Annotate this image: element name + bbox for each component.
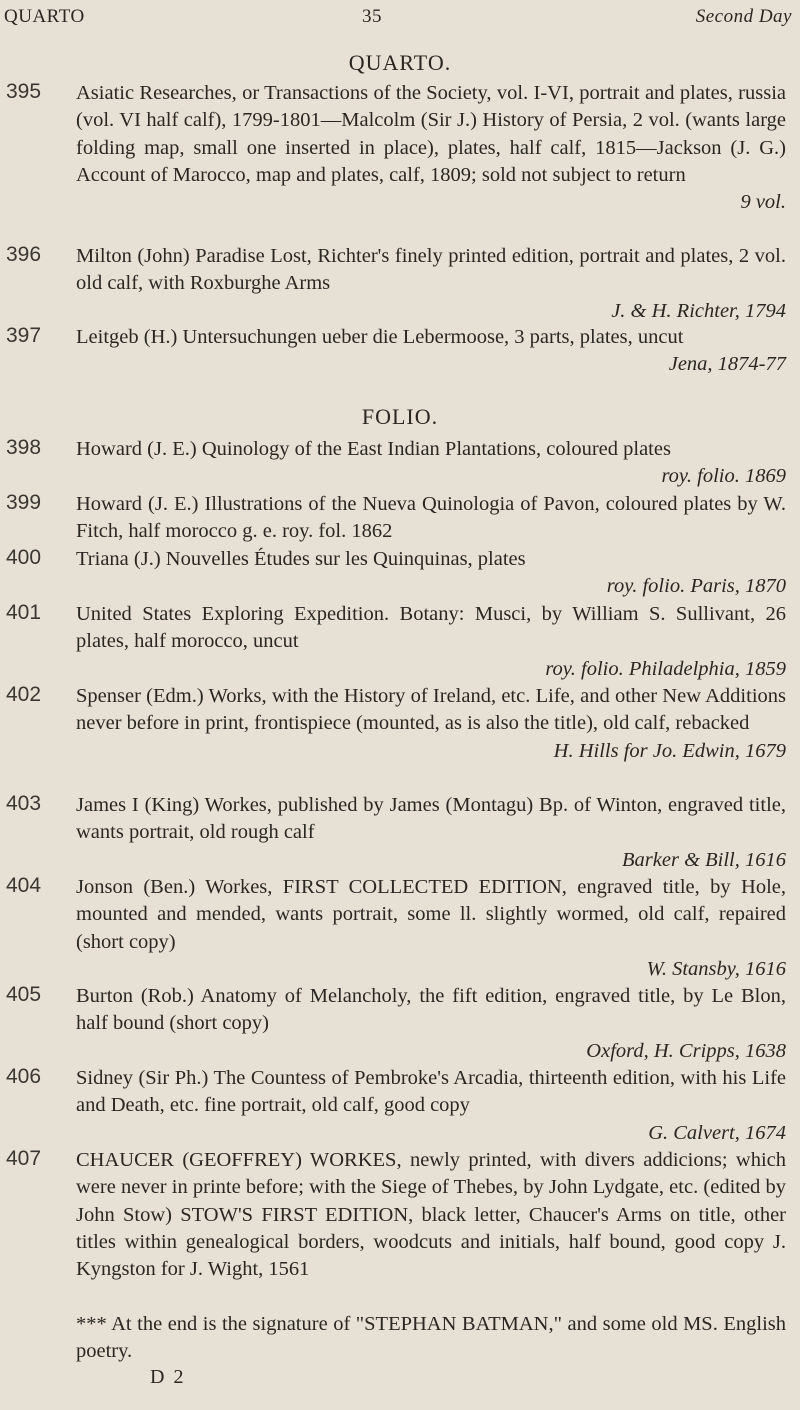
lot-text: Triana (J.) Nouvelles Études sur les Quinquinas, plates	[76, 548, 526, 570]
lot-number: 399	[6, 491, 42, 514]
lot-number: 401	[6, 601, 42, 624]
lot-imprint: H. Hills for Jo. Edwin, 1679	[553, 739, 786, 762]
lot-text: Burton (Rob.) Anatomy of Melancholy, the fift edition, engraved title, by Le Blon, half bound (short copy)	[76, 985, 786, 1035]
lot-imprint: Barker & Bill, 1616	[622, 848, 786, 871]
lot-description	[76, 436, 786, 491]
lot-description	[76, 601, 786, 683]
running-head-left: QUARTO	[4, 6, 85, 27]
lot-number: 407	[6, 1147, 42, 1170]
lot-text: Howard (J. E.) Quinology of the East Indian Plantations, coloured plates	[76, 438, 671, 460]
lot-number: 403	[6, 792, 42, 815]
lot-description	[76, 983, 786, 1065]
lot-number: 396	[6, 243, 42, 266]
lot-imprint: roy. folio. 1869	[661, 465, 786, 488]
lot-imprint: roy. folio. Paris, 1870	[606, 575, 786, 598]
lot-text: James I (King) Workes, published by James (Montagu) Bp. of Winton, engraved title, wants portrait, old rough calf	[76, 794, 786, 844]
lot-imprint: G. Calvert, 1674	[648, 1121, 786, 1144]
page-number: 35	[362, 6, 382, 27]
lot-text: Jonson (Ben.) Workes, FIRST COLLECTED EDITION, engraved title, by Hole, mounted and mended, wants portrait, some ll. slightly wormed, old calf, repaired (short copy)	[76, 876, 786, 953]
lot-text: Asiatic Researches, or Transactions of the Society, vol. I-VI, portrait and plates, russia (vol. VI half calf), 1799-1801—Malcolm (Sir J.) History of Persia, 2 vol. (wants large folding map, small one inserted in place), plates, half calf, 1815—Jackson (J. G.) Account of Marocco, map and plates, calf, 1809; sold not subject to return	[76, 82, 786, 186]
lot-description	[76, 324, 786, 379]
lot-imprint: Jena, 1874-77	[668, 353, 786, 376]
lot-description	[76, 1065, 786, 1147]
lot-imprint: Oxford, H. Cripps, 1638	[586, 1039, 786, 1062]
lot-number: 404	[6, 874, 42, 897]
lot-number: 400	[6, 546, 42, 569]
lot-text: United States Exploring Expedition. Botany: Musci, by William S. Sullivant, 26 plates, half morocco, uncut	[76, 603, 786, 653]
lot-description	[76, 243, 786, 325]
lot-number: 402	[6, 683, 42, 706]
lot-text: Leitgeb (H.) Untersuchungen ueber die Lebermoose, 3 parts, plates, uncut	[76, 326, 684, 348]
lot-number: 397	[6, 324, 42, 347]
running-head	[0, 6, 800, 34]
lot-number: 395	[6, 80, 42, 103]
lot-number: 398	[6, 436, 42, 459]
lot-description	[76, 874, 786, 983]
signature-mark: D 2	[150, 1366, 186, 1388]
lot-imprint: 9 vol.	[740, 191, 786, 214]
lot-description	[76, 491, 786, 546]
lot-number: 405	[6, 983, 42, 1006]
lot-description	[76, 80, 786, 216]
section-title-folio: FOLIO.	[361, 404, 439, 429]
provenance-note: *** At the end is the signature of "STEPHAN BATMAN," and some old MS. English poetry.	[76, 1313, 786, 1363]
running-head-right: Second Day	[695, 6, 792, 27]
lot-text: Howard (J. E.) Illustrations of the Nueva Quinologia of Pavon, coloured plates by W. Fitch, half morocco g. e. roy. fol. 1862	[76, 493, 786, 543]
lot-text: Milton (John) Paradise Lost, Richter's finely printed edition, portrait and plates, 2 vol. old calf, with Roxburghe Arms	[76, 245, 786, 295]
lot-text: Spenser (Edm.) Works, with the History of Ireland, etc. Life, and other New Additions never before in print, frontispiece (mounted, as is also the title), old calf, rebacked	[76, 685, 786, 735]
lot-imprint: W. Stansby, 1616	[646, 957, 786, 980]
lot-description	[76, 1147, 786, 1283]
lot-imprint: J. & H. Richter, 1794	[611, 299, 786, 322]
lot-description	[76, 792, 786, 874]
lot-description	[76, 546, 786, 601]
lot-text: CHAUCER (GEOFFREY) WORKES, newly printed, with divers addicions; which were never in printe before; with the Siege of Thebes, by John Lydgate, etc. (edited by John Stow) STOW'S FIRST EDITION, black letter, Chaucer's Arms on title, other titles within genealogical borders, woodcuts and initials, half bound, good copy J. Kyngston for J. Wight, 1561	[76, 1149, 786, 1281]
lot-description	[76, 683, 786, 765]
lot-number: 406	[6, 1065, 42, 1088]
section-title-quarto: QUARTO.	[348, 50, 452, 75]
lot-text: Sidney (Sir Ph.) The Countess of Pembroke's Arcadia, thirteenth edition, with his Life and Death, etc. fine portrait, old calf, good copy	[76, 1067, 786, 1117]
lot-imprint: roy. folio. Philadelphia, 1859	[545, 657, 786, 680]
